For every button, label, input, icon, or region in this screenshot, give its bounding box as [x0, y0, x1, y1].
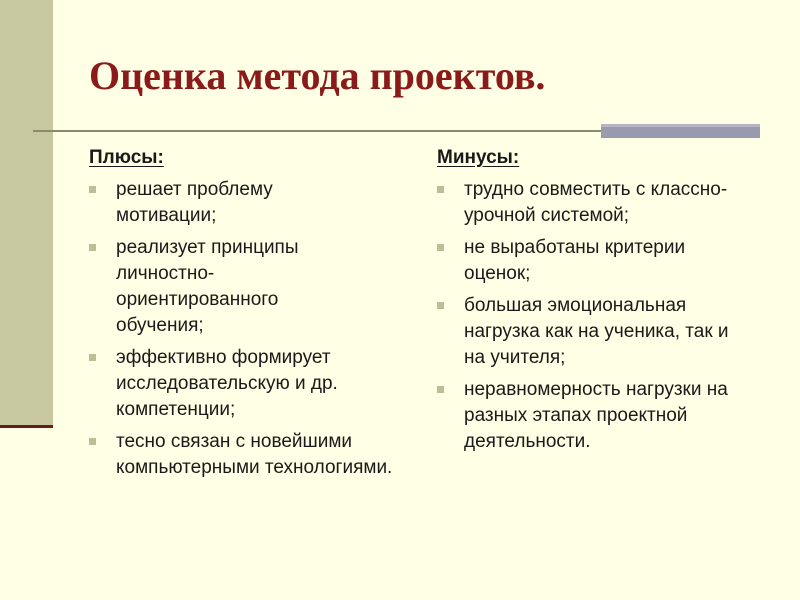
list-item-text: тесно связан с новейшими компьютерными технологиями.	[116, 431, 393, 478]
pros-heading: Плюсы:	[89, 147, 164, 168]
list-item	[89, 177, 366, 229]
list-item	[437, 235, 744, 287]
cons-column	[437, 147, 777, 461]
pros-column	[89, 147, 409, 487]
list-item	[89, 429, 416, 481]
list-item	[437, 293, 749, 371]
side-decor-band-edge	[0, 425, 53, 428]
title-divider-accent-bar	[601, 124, 760, 138]
list-item	[437, 177, 784, 229]
list-item-text: эффективно формирует исследовательскую и др. компетенции;	[116, 347, 338, 420]
list-item-text: не выработаны критерии оценок;	[464, 237, 686, 284]
title-divider-line	[33, 130, 601, 132]
list-item	[437, 377, 764, 455]
square-bullet-icon	[89, 186, 96, 193]
square-bullet-icon	[89, 438, 96, 445]
list-item	[89, 235, 366, 339]
square-bullet-icon	[437, 386, 444, 393]
square-bullet-icon	[437, 186, 444, 193]
side-decor-band	[0, 0, 53, 428]
pros-list	[89, 177, 409, 481]
list-item-text: трудно совместить с классно-урочной системой;	[464, 179, 728, 226]
square-bullet-icon	[89, 244, 96, 251]
slide-title: Оценка метода проектов.	[89, 53, 546, 98]
square-bullet-icon	[437, 244, 444, 251]
square-bullet-icon	[437, 302, 444, 309]
cons-heading: Минусы:	[437, 147, 520, 168]
list-item-text: решает проблему мотивации;	[116, 179, 273, 226]
list-item-text: неравномерность нагрузки на разных этапах проектной деятельности.	[464, 379, 728, 452]
list-item-text: реализует принципы личностно-ориентированного обучения;	[116, 237, 299, 336]
cons-list	[437, 177, 777, 455]
list-item-text: большая эмоциональная нагрузка как на ученика, так и на учителя;	[464, 295, 729, 368]
list-item	[89, 345, 416, 423]
square-bullet-icon	[89, 354, 96, 361]
